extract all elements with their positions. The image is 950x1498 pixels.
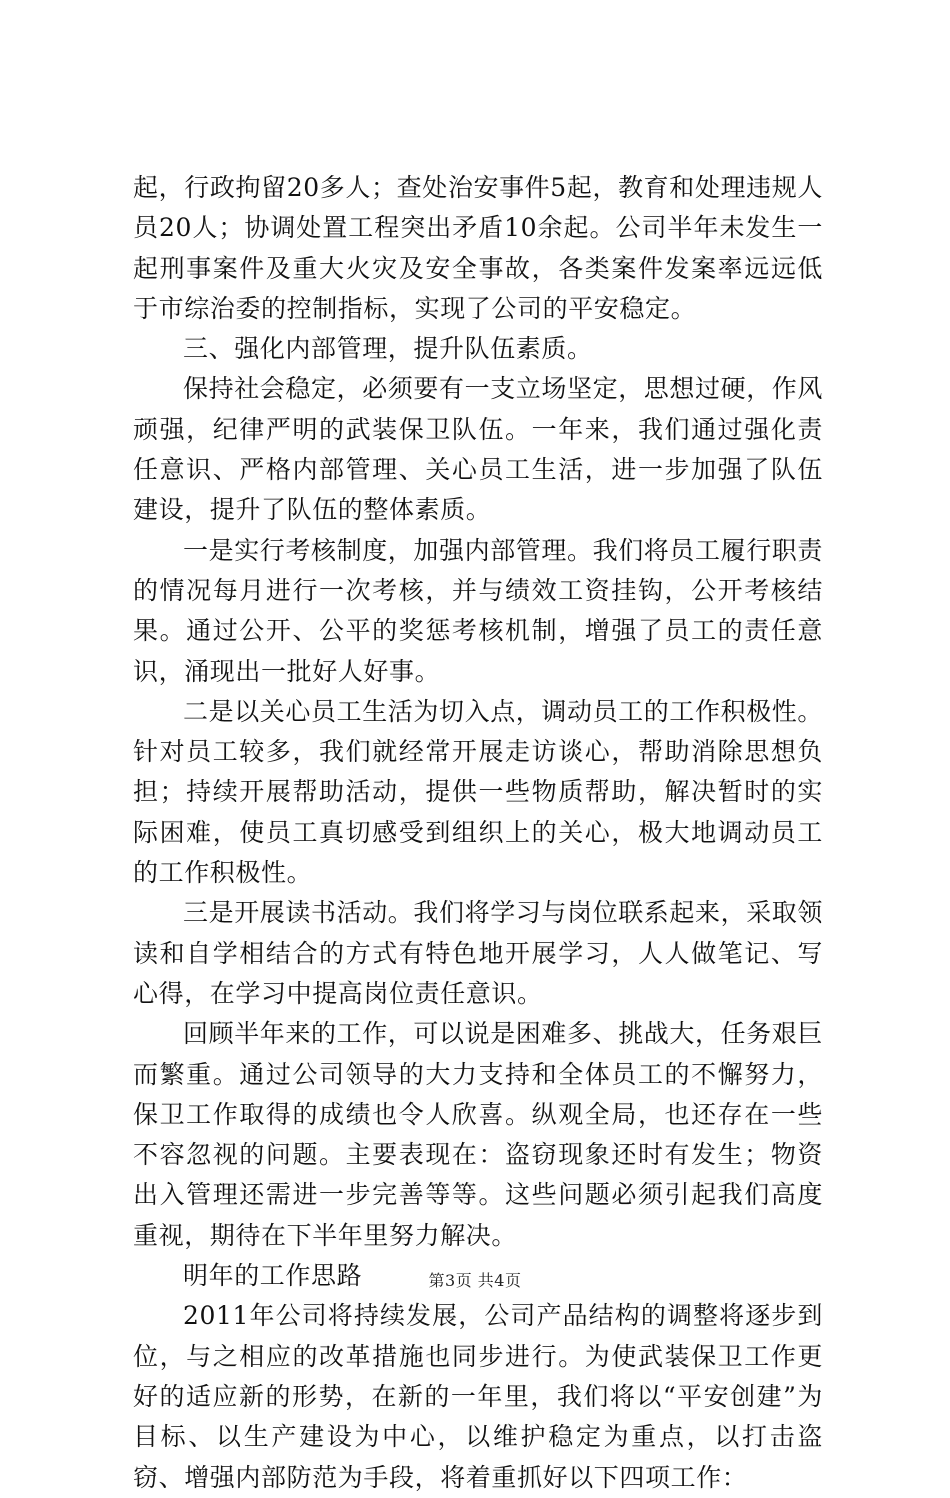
paragraph-case-summary: 起，行政拘留20多人；查处治安事件5起，教育和处理违规人员20人；协调处置工程突出矛盾10余起。公司半年未发生一起刑事案件及重大火灾及安全事故，各类案件发案率远远低于市综治委的控制指标，实现了公司的平安稳定。 <box>133 173 823 323</box>
paragraph-employee-care: 二是以关心员工生活为切入点，调动员工的工作积极性。针对员工较多，我们就经常开展走访谈心，帮助消除思想负担；持续开展帮助活动，提供一些物质帮助，解决暂时的实际困难，使员工真切感受到组织上的关心，极大地调动员工的工作积极性。 <box>133 696 824 888</box>
page-number-footer: 第3页 共4页 <box>428 1271 522 1290</box>
document-body <box>133 168 823 1498</box>
paragraph-half-year-review: 回顾半年来的工作，可以说是困难多、挑战大，任务艰巨而繁重。通过公司领导的大力支持和全体员工的不懈努力，保卫工作取得的成绩也令人欣喜。纵观全局，也还存在一些不容忽视的问题。主要表现在：盗窃现象还时有发生；物资出入管理还需进一步完善等等。这些问题必须引起我们高度重视，期待在下半年里努力解决。 <box>133 1019 824 1250</box>
paragraph-next-year-plan: 2011年公司将持续发展，公司产品结构的调整将逐步到位，与之相应的改革措施也同步进行。为使武装保卫工作更好的适应新的形势，在新的一年里，我们将以“平安创建”为目标、以生产建设为中心，以维护稳定为重点，以打击盗窃、增强内部防范为手段，将着重抓好以下四项工作： <box>133 1301 823 1492</box>
paragraph-assessment-system: 一是实行考核制度，加强内部管理。我们将员工履行职责的情况每月进行一次考核，并与绩效工资挂钩，公开考核结果。通过公开、公平的奖惩考核机制，增强了员工的责任意识，涌现出一批好人好事。 <box>133 535 824 686</box>
paragraph-team-building: 保持社会稳定，必须要有一支立场坚定，思想过硬，作风顽强，纪律严明的武装保卫队伍。一年来，我们通过强化责任意识、严格内部管理、关心员工生活，进一步加强了队伍建设，提升了队伍的整体素质。 <box>133 374 824 525</box>
section-heading-next-year-plan: 明年的工作思路 <box>183 1261 363 1291</box>
paragraph-reading-activity: 三是开展读书活动。我们将学习与岗位联系起来，采取领读和自学相结合的方式有特色地开展学习，人人做笔记、写心得，在学习中提高岗位责任意识。 <box>133 898 824 1008</box>
section-heading-internal-management: 三、强化内部管理，提升队伍素质。 <box>183 334 593 364</box>
